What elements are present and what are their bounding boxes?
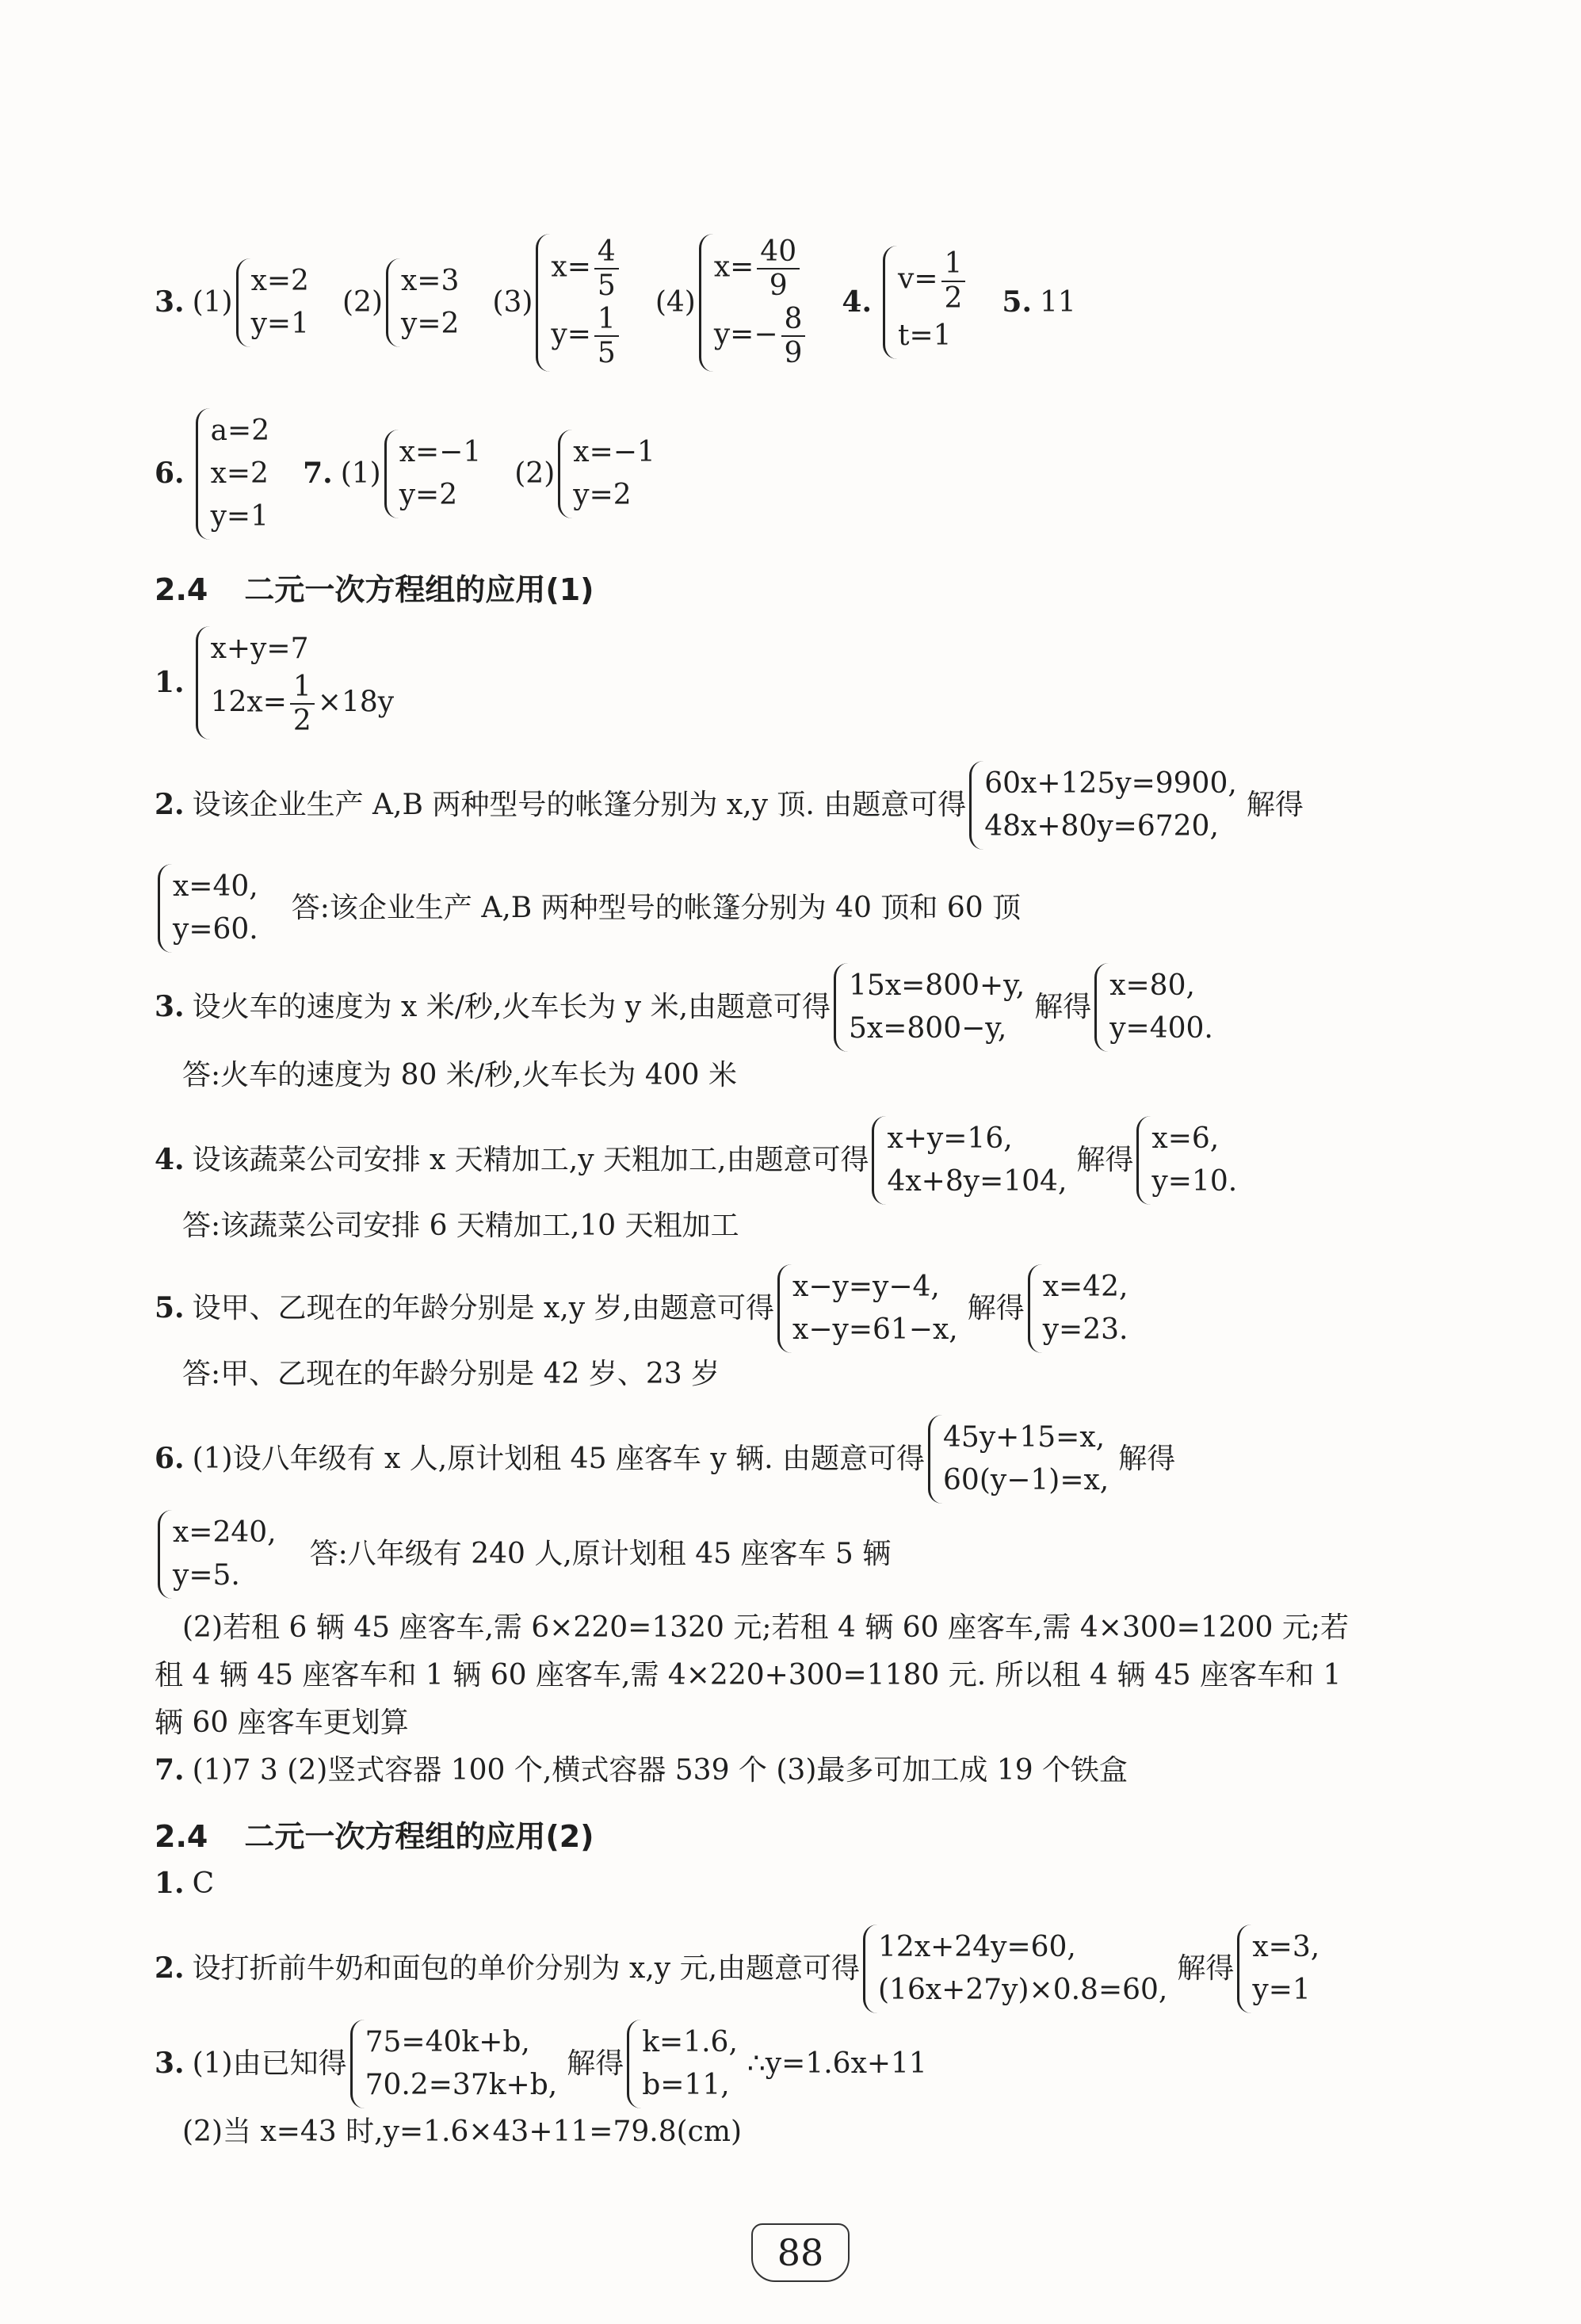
- equation: y=400.: [1109, 1012, 1213, 1045]
- equation-system: [777, 1264, 961, 1353]
- question-text: 设打折前牛奶和面包的单价分别为 x,y 元,由题意可得: [192, 1952, 861, 1986]
- part-label: (4): [655, 286, 696, 319]
- part-label: (2): [342, 286, 383, 319]
- equation: y=60.: [173, 913, 258, 946]
- equation: x−y=y−4,: [792, 1271, 940, 1303]
- solve-label: 解得: [1177, 1952, 1235, 1986]
- equation-system: [928, 1415, 1112, 1504]
- question-5: [155, 1264, 1462, 1353]
- equation: 48x+80y=6720,: [984, 810, 1219, 843]
- section-heading: [155, 572, 1462, 609]
- equation: y=5.: [173, 1559, 240, 1592]
- question-text: 设该蔬菜公司安排 x 天精加工,y 天粗加工,由题意可得: [192, 1144, 869, 1177]
- question-6-part-2-cont: [155, 1658, 1462, 1692]
- equation: k=1.6,: [642, 2026, 738, 2058]
- equation: x+y=7: [210, 633, 309, 665]
- problem-number: 3.: [155, 285, 185, 319]
- solution-system: [1237, 1925, 1323, 2013]
- equation-system: [386, 258, 462, 347]
- equation: x−y=61−x,: [792, 1313, 958, 1346]
- question-3: [155, 2020, 1462, 2108]
- problem-number: 5.: [1002, 285, 1033, 319]
- equation: 45y+15=x,: [943, 1421, 1106, 1454]
- problem-number: 4.: [842, 285, 872, 319]
- equation: y=1: [250, 307, 309, 340]
- equation: y= $\frac{1}{5}$: [551, 303, 621, 370]
- solve-label: 解得: [1118, 1443, 1176, 1476]
- problem-number: 3.: [155, 2047, 185, 2081]
- equation: x=40,: [173, 870, 258, 903]
- equation-system: [863, 1925, 1170, 2013]
- equation-system: [558, 430, 659, 518]
- answer-text: 答:八年级有 240 人,原计划租 45 座客车 5 辆: [309, 1538, 892, 1571]
- solution-system: [627, 2020, 741, 2108]
- equation: x=80,: [1109, 969, 1195, 1002]
- problem-number: 2.: [155, 1951, 185, 1986]
- problem-number: 7.: [155, 1753, 185, 1787]
- equation: 4x+8y=104,: [887, 1165, 1067, 1198]
- problem-number: 5.: [155, 1291, 185, 1325]
- equation-system: [196, 626, 398, 740]
- section-number: 2.4: [155, 1819, 208, 1854]
- equation: y=23.: [1042, 1313, 1128, 1346]
- equation: 60x+125y=9900,: [984, 767, 1237, 800]
- answer-text: C: [192, 1867, 215, 1900]
- equation: 15x=800+y,: [849, 969, 1025, 1002]
- equation: y=− $\frac{8}{9}$: [714, 303, 809, 370]
- problem-number: 2.: [155, 788, 185, 822]
- page-number: 88: [751, 2223, 850, 2282]
- solve-label: 解得: [1076, 1144, 1134, 1177]
- part-label: (1): [340, 457, 381, 491]
- question-2-answer: [155, 864, 1462, 953]
- problem-number: 1.: [155, 665, 185, 699]
- question-3-answer: [182, 1058, 1462, 1092]
- question-5-answer: [182, 1357, 1462, 1391]
- question-6-part-2-end: [155, 1706, 1462, 1740]
- fraction: $\frac{8}{9}$: [781, 303, 806, 370]
- answer-value: 11: [1040, 286, 1076, 319]
- part-label: (1): [192, 286, 233, 319]
- section-title: 二元一次方程组的应用(2): [244, 1819, 594, 1854]
- problem-number: 7.: [303, 457, 333, 491]
- answer-text: 租 4 辆 45 座客车和 1 辆 60 座客车,需 4×220+300=1180 元. 所以租 4 辆 45 座客车和 1: [155, 1659, 1342, 1691]
- question-6-part-2: [182, 1611, 1462, 1645]
- answer-text: (2)当 x=43 时,y=1.6×43+11=79.8(cm): [182, 2116, 743, 2148]
- fraction: $\frac{1}{2}$: [941, 247, 966, 315]
- fraction: $\frac{4}{5}$: [594, 235, 619, 303]
- answer-text: 答:甲、乙现在的年龄分别是 42 岁、23 岁: [182, 1358, 720, 1390]
- equation: 60(y−1)=x,: [943, 1464, 1109, 1496]
- question-6-answer: [155, 1510, 1462, 1599]
- solution-system: [1136, 1116, 1240, 1205]
- section-number: 2.4: [155, 572, 208, 607]
- equation: x+y=16,: [887, 1122, 1013, 1155]
- solution-system: [1028, 1264, 1132, 1353]
- equation: 75=40k+b,: [365, 2026, 530, 2058]
- solution-system: [158, 864, 262, 953]
- equation: x=−1: [573, 436, 655, 468]
- equation: x= $\frac{4}{5}$: [551, 235, 621, 303]
- equation: x=3: [401, 264, 460, 297]
- part-label: (3): [492, 286, 533, 319]
- question-2: [155, 1925, 1462, 2013]
- problem-number: 1.: [155, 1867, 185, 1900]
- problem-6-row: [155, 408, 1462, 540]
- equation: y=1: [1252, 1974, 1311, 2006]
- problem-number: 6.: [155, 1442, 185, 1476]
- equation: 70.2=37k+b,: [365, 2069, 558, 2101]
- equation-system: [699, 234, 812, 372]
- equation: b=11,: [642, 2069, 730, 2101]
- question-1: [155, 626, 1462, 740]
- answer-text: 答:火车的速度为 80 米/秒,火车长为 400 米: [182, 1059, 737, 1091]
- question-1: [155, 1867, 1462, 1901]
- equation: y=2: [573, 479, 632, 511]
- equation: (16x+27y)×0.8=60,: [878, 1974, 1168, 2006]
- question-3: [155, 963, 1462, 1052]
- equation: 5x=800−y,: [849, 1012, 1007, 1045]
- equation: x=−1: [399, 436, 482, 468]
- equation-system: [969, 761, 1240, 850]
- question-2: [155, 761, 1462, 850]
- equation-system: [196, 408, 273, 540]
- equation: x=3,: [1252, 1931, 1320, 1963]
- question-7: [155, 1753, 1462, 1787]
- equation: x=6,: [1151, 1122, 1220, 1155]
- equation: x=42,: [1042, 1271, 1128, 1303]
- equation: t=1: [898, 319, 952, 353]
- conclusion: ∴y=1.6x+11: [747, 2047, 927, 2081]
- question-3-part-2: [182, 2115, 1462, 2149]
- equation: 12x+24y=60,: [878, 1931, 1076, 1963]
- answer-text: 答:该企业生产 A,B 两种型号的帐篷分别为 40 顶和 60 顶: [291, 892, 1022, 925]
- question-4: [155, 1116, 1462, 1205]
- equation-system: [883, 246, 972, 359]
- question-4-answer: [182, 1209, 1462, 1243]
- equation-system: [872, 1116, 1070, 1205]
- section-heading: [155, 1819, 1462, 1856]
- equation-system: [350, 2020, 561, 2108]
- problem-number: 6.: [155, 457, 185, 491]
- equation: x=2: [250, 264, 309, 297]
- equation: v= $\frac{1}{2}$: [898, 247, 968, 315]
- solve-label: 解得: [1034, 991, 1092, 1024]
- equation-system: [536, 234, 624, 372]
- answer-text: (1)7 3 (2)竖式容器 100 个,横式容器 539 个 (3)最多可加工成 19 个铁盒: [192, 1754, 1128, 1787]
- solution-system: [158, 1510, 280, 1599]
- question-text: 设甲、乙现在的年龄分别是 x,y 岁,由题意可得: [192, 1292, 775, 1325]
- solve-label: 解得: [967, 1292, 1025, 1325]
- equation-system: [834, 963, 1028, 1052]
- problem-number: 3.: [155, 990, 185, 1024]
- section-title: 二元一次方程组的应用(1): [244, 572, 594, 607]
- equation-system: [236, 258, 312, 347]
- question-text: 设该企业生产 A,B 两种型号的帐篷分别为 x,y 顶. 由题意可得: [192, 789, 967, 822]
- equation: 12x= $\frac{1}{2}$ ×18y: [210, 671, 395, 738]
- fraction: $\frac{1}{5}$: [594, 303, 619, 370]
- equation: y=1: [210, 500, 269, 533]
- question-text: 设火车的速度为 x 米/秒,火车长为 y 米,由题意可得: [192, 991, 831, 1024]
- answer-text: 答:该蔬菜公司安排 6 天精加工,10 天粗加工: [182, 1210, 739, 1242]
- equation: x=240,: [173, 1516, 277, 1549]
- solve-label: 解得: [1246, 789, 1304, 822]
- equation: y=2: [399, 479, 458, 511]
- answer-text: (2)若租 6 辆 45 座客车,需 6×220=1320 元;若租 4 辆 60 座客车,需 4×300=1200 元;若: [182, 1611, 1350, 1644]
- part-label: (2): [514, 457, 556, 491]
- equation-system: [384, 430, 485, 518]
- equation: a=2: [210, 415, 270, 447]
- question-text: (1)设八年级有 x 人,原计划租 45 座客车 y 辆. 由题意可得: [192, 1443, 926, 1476]
- question-6: [155, 1415, 1462, 1504]
- equation: x= $\frac{40}{9}$: [714, 235, 809, 303]
- question-text: (1)由已知得: [192, 2047, 347, 2081]
- problem-3-row: [155, 234, 1462, 372]
- problem-number: 4.: [155, 1143, 185, 1177]
- fraction: $\frac{1}{2}$: [290, 671, 315, 738]
- fraction: $\frac{40}{9}$: [757, 235, 800, 303]
- equation: y=10.: [1151, 1165, 1238, 1198]
- equation: x=2: [210, 457, 269, 490]
- equation: y=2: [401, 307, 460, 340]
- solution-system: [1094, 963, 1216, 1052]
- solve-label: 解得: [567, 2047, 624, 2081]
- answer-text: 辆 60 座客车更划算: [155, 1707, 409, 1739]
